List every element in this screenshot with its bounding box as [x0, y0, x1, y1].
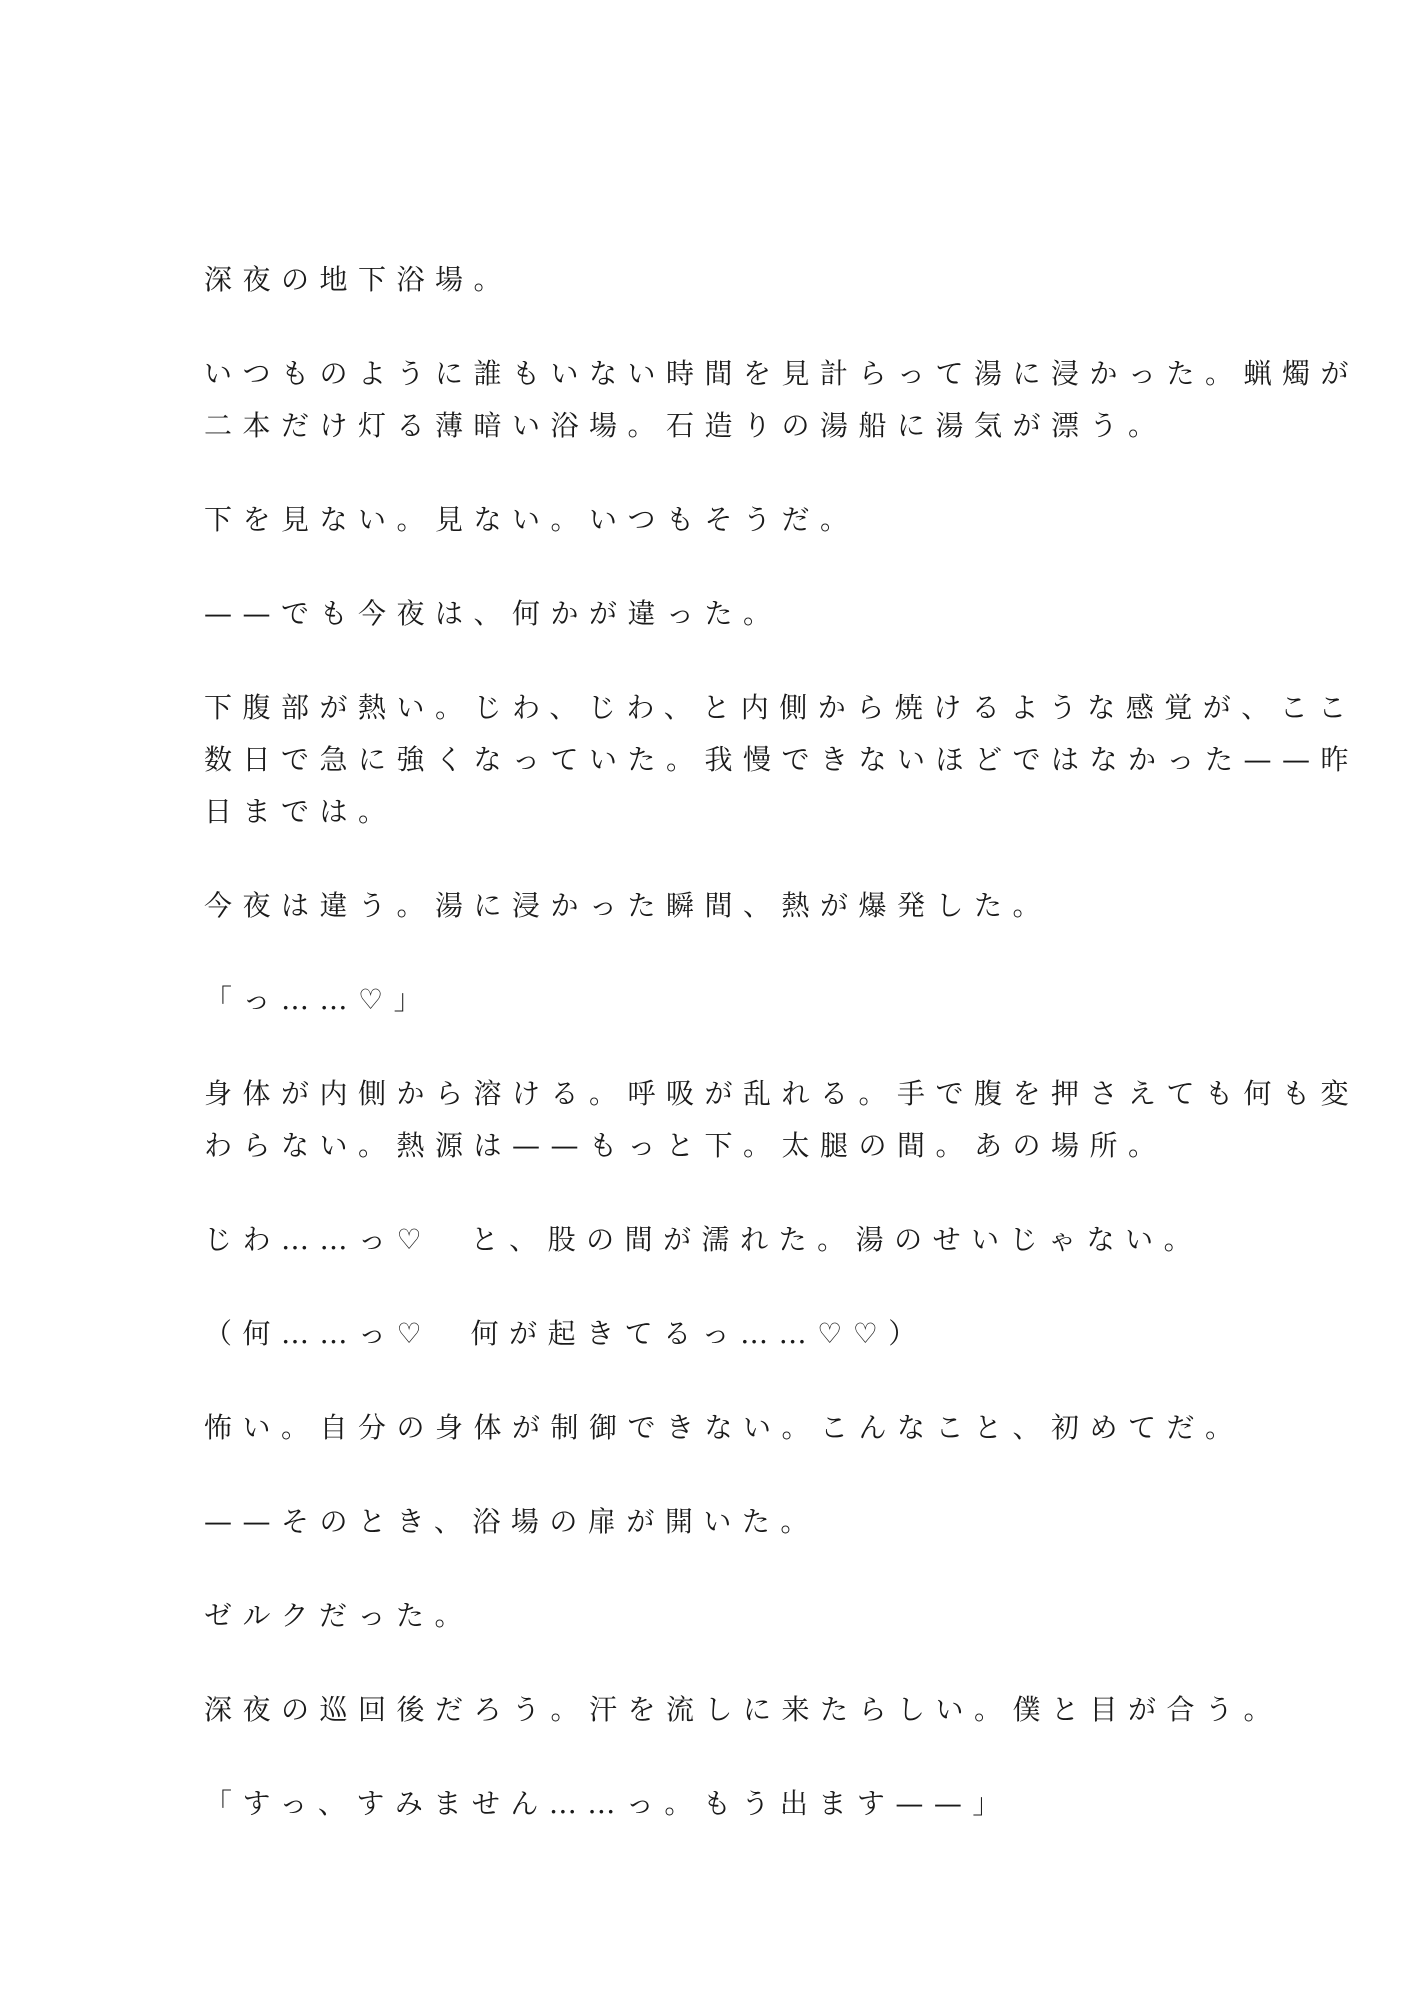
text-line: （何……っ♡ 何が起きてるっ……♡♡）	[204, 1317, 927, 1350]
paragraph	[204, 974, 1184, 1026]
paragraph	[204, 348, 1360, 452]
text-line: いつものように誰もいない時間を見計らって湯に浸かった。蝋燭が	[204, 357, 1360, 390]
paragraph	[204, 1308, 1184, 1360]
paragraph	[204, 588, 1184, 640]
text-line: 深夜の巡回後だろう。汗を流しに来たらしい。僕と目が合う。	[204, 1693, 1283, 1726]
paragraph	[204, 1496, 1184, 1548]
paragraph	[204, 1778, 1184, 1830]
paragraph	[204, 880, 1184, 932]
text-line: 二本だけ灯る薄暗い浴場。石造りの湯船に湯気が漂う。	[204, 409, 1167, 442]
text-line: 今夜は違う。湯に浸かった瞬間、熱が爆発した。	[204, 889, 1052, 922]
text-line: 深夜の地下浴場。	[204, 263, 513, 296]
document-page	[204, 254, 1360, 1872]
paragraph	[204, 1684, 1283, 1736]
text-line: 怖い。自分の身体が制御できない。こんなこと、初めてだ。	[204, 1411, 1244, 1444]
paragraph	[204, 1214, 1203, 1266]
text-line: 下腹部が熱い。じわ、じわ、と内側から焼けるような感覚が、ここ	[204, 691, 1357, 724]
text-line: じわ……っ♡ と、股の間が濡れた。湯のせいじゃない。	[204, 1223, 1203, 1256]
text-line: 数日で急に強くなっていた。我慢できないほどではなかった——昨	[204, 743, 1360, 776]
paragraph	[204, 682, 1360, 838]
paragraph	[204, 1402, 1244, 1454]
text-line: 日までは。	[204, 795, 397, 828]
text-line: 下を見ない。見ない。いつもそうだ。	[204, 503, 859, 536]
text-line: 「っ……♡」	[204, 983, 433, 1016]
text-line: ゼルクだった。	[204, 1599, 473, 1632]
paragraph	[204, 254, 1184, 306]
text-line: 「すっ、すみません……っ。もう出ます——」	[204, 1787, 1011, 1820]
paragraph	[204, 494, 1184, 546]
text-line: ——でも今夜は、何かが違った。	[204, 597, 782, 630]
text-line: わらない。熱源は——もっと下。太腿の間。あの場所。	[204, 1129, 1167, 1162]
text-line: 身体が内側から溶ける。呼吸が乱れる。手で腹を押さえても何も変	[204, 1077, 1360, 1110]
paragraph	[204, 1068, 1360, 1172]
paragraph	[204, 1590, 1184, 1642]
text-line: ——そのとき、浴場の扉が開いた。	[204, 1505, 819, 1538]
